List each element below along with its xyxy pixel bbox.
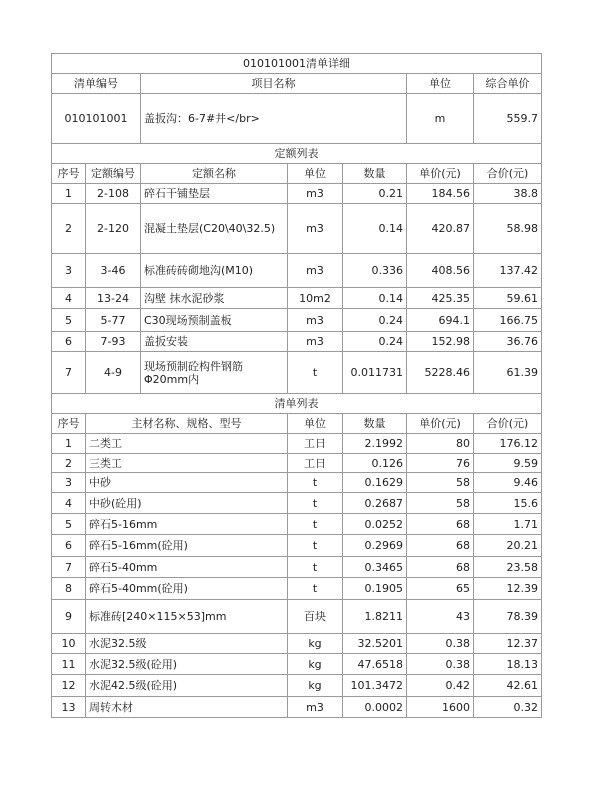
quota-unit: m3: [288, 204, 343, 254]
material-total: 12.39: [474, 578, 542, 600]
material-unit: t: [288, 578, 343, 600]
material-seq: 11: [52, 654, 86, 675]
quota-unit: m3: [288, 184, 343, 204]
material-total: 12.37: [474, 634, 542, 654]
material-unit: t: [288, 493, 343, 514]
material-unit-price: 0.42: [407, 675, 474, 697]
quota-unit: t: [288, 352, 343, 394]
material-total: 18.13: [474, 654, 542, 675]
material-name: 碎石5-16mm(砼用): [86, 535, 288, 557]
materials-header-cell: 单位: [288, 414, 343, 434]
material-unit: t: [288, 535, 343, 557]
material-row: [52, 697, 542, 718]
material-total: 42.61: [474, 675, 542, 697]
material-unit: 工日: [288, 434, 343, 454]
material-unit-price: 0.38: [407, 654, 474, 675]
quota-header-cell: 序号: [52, 164, 86, 184]
material-unit: t: [288, 514, 343, 535]
material-qty: 0.2687: [343, 493, 407, 514]
material-seq: 5: [52, 514, 86, 535]
material-qty: 0.1905: [343, 578, 407, 600]
quota-seq: 3: [52, 254, 86, 288]
material-name: 二类工: [86, 434, 288, 454]
quota-seq: 1: [52, 184, 86, 204]
quota-code: 13-24: [86, 288, 141, 309]
quota-code: 5-77: [86, 309, 141, 332]
material-row: [52, 514, 542, 535]
material-row: [52, 654, 542, 675]
title-row: [52, 54, 542, 74]
quota-total: 61.39: [474, 352, 542, 394]
material-name: 中砂: [86, 473, 288, 493]
quota-unit: m3: [288, 309, 343, 332]
material-name: 周转木材: [86, 697, 288, 718]
quota-header-cell: 合价(元): [474, 164, 542, 184]
quota-qty: 0.011731: [343, 352, 407, 394]
bill-price: 559.7: [474, 94, 542, 144]
quota-unit-price: 152.98: [407, 332, 474, 352]
material-unit-price: 58: [407, 473, 474, 493]
material-unit: m3: [288, 697, 343, 718]
quota-name: 混凝土垫层(C20\40\32.5): [141, 204, 288, 254]
quota-total: 58.98: [474, 204, 542, 254]
quota-total: 166.75: [474, 309, 542, 332]
quota-header-cell: 定额名称: [141, 164, 288, 184]
material-name: 碎石5-40mm: [86, 557, 288, 578]
quota-header-cell: 单价(元): [407, 164, 474, 184]
quota-unit-price: 5228.46: [407, 352, 474, 394]
bill-detail-table: [51, 53, 542, 718]
quota-total: 36.76: [474, 332, 542, 352]
material-total: 15.6: [474, 493, 542, 514]
quota-unit: m3: [288, 332, 343, 352]
material-name: 水泥42.5级(砼用): [86, 675, 288, 697]
col-unit-header: 单位: [407, 74, 474, 94]
quota-name: 现场预制砼构件钢筋Φ20mm内: [141, 352, 288, 394]
quota-header-cell: 数量: [343, 164, 407, 184]
quota-unit-price: 694.1: [407, 309, 474, 332]
col-name-header: 项目名称: [141, 74, 407, 94]
quota-code: 7-93: [86, 332, 141, 352]
material-qty: 0.3465: [343, 557, 407, 578]
quota-unit: 10m2: [288, 288, 343, 309]
materials-header-cell: 数量: [343, 414, 407, 434]
material-row: [52, 454, 542, 473]
quota-row: [52, 352, 542, 394]
material-total: 9.59: [474, 454, 542, 473]
material-row: [52, 493, 542, 514]
materials-header-cell: 合价(元): [474, 414, 542, 434]
material-total: 9.46: [474, 473, 542, 493]
material-qty: 1.8211: [343, 600, 407, 634]
quota-unit-price: 425.35: [407, 288, 474, 309]
material-qty: 0.0252: [343, 514, 407, 535]
material-seq: 8: [52, 578, 86, 600]
material-unit: t: [288, 557, 343, 578]
material-seq: 12: [52, 675, 86, 697]
quota-unit-price: 408.56: [407, 254, 474, 288]
quota-seq: 5: [52, 309, 86, 332]
material-seq: 1: [52, 434, 86, 454]
materials-section-row: [52, 394, 542, 414]
materials-section-title: 清单列表: [52, 394, 542, 414]
quota-header-row: [52, 164, 542, 184]
material-unit: kg: [288, 634, 343, 654]
material-name: 水泥32.5级: [86, 634, 288, 654]
quota-name: 沟壁 抹水泥砂浆: [141, 288, 288, 309]
quota-name: 盖扳安装: [141, 332, 288, 352]
quota-code: 2-120: [86, 204, 141, 254]
material-qty: 2.1992: [343, 434, 407, 454]
materials-header-cell: 单价(元): [407, 414, 474, 434]
bill-unit: m: [407, 94, 474, 144]
material-row: [52, 557, 542, 578]
material-unit: kg: [288, 675, 343, 697]
quota-qty: 0.14: [343, 204, 407, 254]
col-price-header: 综合单价: [474, 74, 542, 94]
quota-total: 59.61: [474, 288, 542, 309]
quota-unit-price: 420.87: [407, 204, 474, 254]
material-name: 碎石5-40mm(砼用): [86, 578, 288, 600]
quota-section-title: 定额列表: [52, 144, 542, 164]
material-total: 20.21: [474, 535, 542, 557]
quota-unit: m3: [288, 254, 343, 288]
material-name: 碎石5-16mm: [86, 514, 288, 535]
table-title: 010101001清单详细: [52, 54, 542, 74]
material-row: [52, 473, 542, 493]
quota-seq: 2: [52, 204, 86, 254]
material-seq: 4: [52, 493, 86, 514]
material-name: 三类工: [86, 454, 288, 473]
material-qty: 101.3472: [343, 675, 407, 697]
header-row: [52, 74, 542, 94]
quota-row: [52, 204, 542, 254]
material-qty: 0.1629: [343, 473, 407, 493]
material-unit-price: 65: [407, 578, 474, 600]
material-row: [52, 600, 542, 634]
quota-name: 标准砖砖砌地沟(M10): [141, 254, 288, 288]
quota-row: [52, 332, 542, 352]
quota-total: 137.42: [474, 254, 542, 288]
material-total: 1.71: [474, 514, 542, 535]
material-unit: t: [288, 473, 343, 493]
material-qty: 47.6518: [343, 654, 407, 675]
material-unit-price: 1600: [407, 697, 474, 718]
quota-section-row: [52, 144, 542, 164]
material-unit-price: 80: [407, 434, 474, 454]
material-qty: 0.2969: [343, 535, 407, 557]
quota-seq: 7: [52, 352, 86, 394]
materials-header-cell: 主材名称、规格、型号: [86, 414, 288, 434]
material-seq: 3: [52, 473, 86, 493]
material-unit-price: 68: [407, 514, 474, 535]
material-name: 标准砖[240×115×53]mm: [86, 600, 288, 634]
bill-code: 010101001: [52, 94, 141, 144]
quota-total: 38.8: [474, 184, 542, 204]
material-unit-price: 43: [407, 600, 474, 634]
quota-row: [52, 254, 542, 288]
quota-code: 2-108: [86, 184, 141, 204]
quota-qty: 0.24: [343, 332, 407, 352]
quota-code: 4-9: [86, 352, 141, 394]
materials-header-cell: 序号: [52, 414, 86, 434]
bill-name: 盖扳沟：6-7#井</br>: [141, 94, 407, 144]
quota-code: 3-46: [86, 254, 141, 288]
quota-name: C30现场预制盖板: [141, 309, 288, 332]
bill-item-row: [52, 94, 542, 144]
materials-header-row: [52, 414, 542, 434]
col-code-header: 清单编号: [52, 74, 141, 94]
material-row: [52, 578, 542, 600]
material-total: 0.32: [474, 697, 542, 718]
material-unit-price: 76: [407, 454, 474, 473]
material-row: [52, 675, 542, 697]
material-unit: kg: [288, 654, 343, 675]
material-row: [52, 535, 542, 557]
material-unit-price: 68: [407, 557, 474, 578]
material-row: [52, 434, 542, 454]
material-total: 23.58: [474, 557, 542, 578]
quota-header-cell: 单位: [288, 164, 343, 184]
material-unit: 百块: [288, 600, 343, 634]
material-seq: 13: [52, 697, 86, 718]
material-name: 中砂(砼用): [86, 493, 288, 514]
quota-qty: 0.24: [343, 309, 407, 332]
quota-row: [52, 184, 542, 204]
material-unit-price: 68: [407, 535, 474, 557]
material-total: 78.39: [474, 600, 542, 634]
quota-seq: 4: [52, 288, 86, 309]
quota-row: [52, 309, 542, 332]
material-qty: 0.126: [343, 454, 407, 473]
material-unit-price: 0.38: [407, 634, 474, 654]
material-row: [52, 634, 542, 654]
material-seq: 7: [52, 557, 86, 578]
material-seq: 6: [52, 535, 86, 557]
quota-name: 碎石干铺垫层: [141, 184, 288, 204]
material-seq: 2: [52, 454, 86, 473]
quota-header-cell: 定额编号: [86, 164, 141, 184]
quota-qty: 0.21: [343, 184, 407, 204]
material-total: 176.12: [474, 434, 542, 454]
material-unit-price: 58: [407, 493, 474, 514]
material-unit: 工日: [288, 454, 343, 473]
quota-row: [52, 288, 542, 309]
material-qty: 0.0002: [343, 697, 407, 718]
quota-qty: 0.14: [343, 288, 407, 309]
material-qty: 32.5201: [343, 634, 407, 654]
material-name: 水泥32.5级(砼用): [86, 654, 288, 675]
quota-qty: 0.336: [343, 254, 407, 288]
quota-seq: 6: [52, 332, 86, 352]
material-seq: 10: [52, 634, 86, 654]
quota-unit-price: 184.56: [407, 184, 474, 204]
material-seq: 9: [52, 600, 86, 634]
